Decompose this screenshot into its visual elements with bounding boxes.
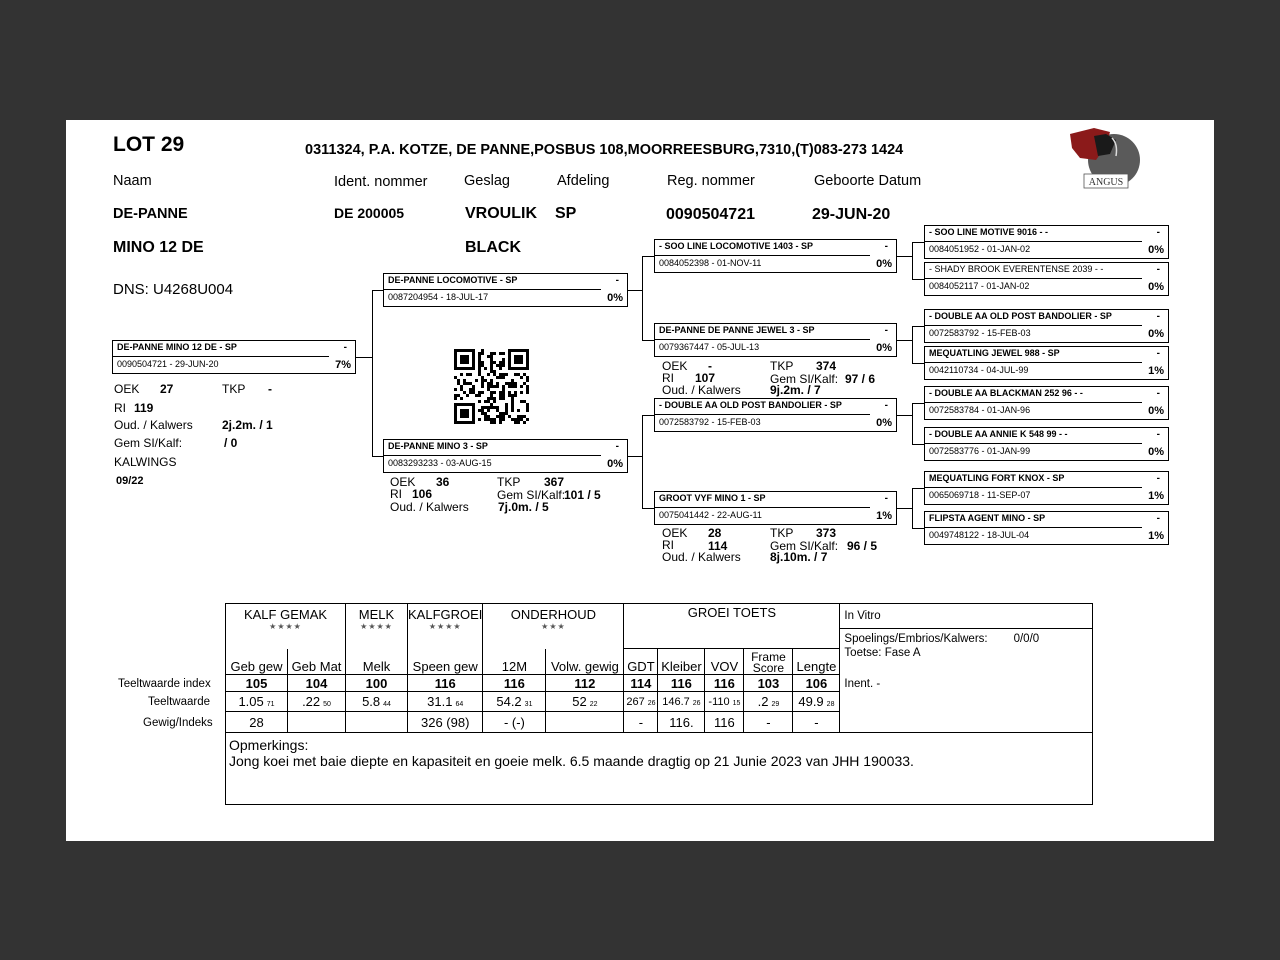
gewig-value: 116. [658, 712, 705, 733]
tw-accuracy: 28 [826, 701, 835, 708]
spoelings-label: Spoelings/Embrios/Kalwers: [844, 633, 988, 645]
group-onderhoud: ONDERHOUD ★★★ [483, 604, 624, 649]
box-dash: - [1156, 311, 1160, 322]
box-pct: 0% [876, 342, 892, 354]
stat-value: 101 / 5 [564, 488, 601, 502]
g1-box [924, 225, 1169, 259]
animal-birthdate: 29-JUN-20 [812, 206, 891, 223]
stat-value: 96 / 5 [847, 539, 878, 553]
box-name: - DOUBLE AA BLACKMAN 252 96 - - [929, 388, 1083, 398]
box-name: DE-PANNE LOCOMOTIVE - SP [388, 275, 518, 285]
stat-label: Oud. / Kalwers [390, 500, 469, 514]
gewig-value: - (-) [483, 712, 546, 733]
remarks-text: Jong koei met baie diepte en kapasiteit en goeie melk. 6.5 maande dragtig op 21 Junie 2023 van JHH 190033. [229, 753, 914, 769]
g4-box [924, 346, 1169, 380]
gewig-value: 116 [705, 712, 744, 733]
col-geb-gew: Geb gew [226, 649, 288, 675]
col-12m: 12M [483, 649, 546, 675]
box-name: DE-PANNE DE PANNE JEWEL 3 - SP [659, 325, 815, 335]
remarks-label: Opmerkings: [229, 737, 309, 753]
box-dash: - [884, 493, 888, 504]
index-value: 116 [408, 675, 483, 692]
index-value: 116 [483, 675, 546, 692]
box-pct: 0% [876, 258, 892, 270]
g6-box [924, 427, 1169, 461]
tw-value [288, 692, 346, 712]
spoelings-value: 0/0/0 [1013, 633, 1040, 645]
stat-label: Gem SI/Kalf: [497, 488, 566, 502]
stat-label: Oud. / Kalwers [114, 418, 193, 432]
box-name: MEQUATLING JEWEL 988 - SP [929, 348, 1060, 358]
tw-main: -110 [708, 695, 730, 708]
stat-label: TKP [222, 382, 246, 396]
tw-accuracy: 64 [455, 701, 464, 708]
index-value: 100 [346, 675, 408, 692]
stat-label: TKP [770, 526, 794, 540]
dam-box [383, 439, 628, 473]
tw-value [744, 692, 793, 712]
box-pct: 0% [607, 458, 623, 470]
box-name: GROOT VYF MINO 1 - SP [659, 493, 766, 503]
index-value: 103 [744, 675, 793, 692]
stat-value: 374 [816, 359, 837, 373]
dns-code: DNS: U4268U004 [113, 281, 234, 298]
tw-value [658, 692, 705, 712]
animal-name-2: MINO 12 DE [113, 239, 204, 256]
stat-value: 373 [816, 526, 837, 540]
right-info-panel [840, 604, 1093, 733]
box-dash: - [615, 441, 619, 452]
stat-value: 106 [412, 487, 433, 501]
stat-value: 28 [708, 526, 722, 540]
box-dash: - [884, 400, 888, 411]
stat-value: 114 [708, 539, 728, 553]
index-value: 112 [546, 675, 624, 692]
stat-value: 9j.2m. / 7 [770, 383, 821, 397]
group-kalfgroei: KALFGROEI ★★★★ [408, 604, 483, 649]
g5-box [924, 386, 1169, 420]
tw-value [483, 692, 546, 712]
tw-main: 1.05 [238, 694, 264, 709]
g8-box [924, 511, 1169, 545]
animal-sex: VROULIK [465, 205, 537, 222]
box-pct: 1% [876, 510, 892, 522]
g3-box [924, 309, 1169, 343]
qr-code [454, 349, 532, 425]
row-label-gewig: Gewig/Indeks [143, 717, 213, 729]
box-name: FLIPSTA AGENT MINO - SP [929, 513, 1046, 523]
group-melk: MELK ★★★★ [346, 604, 408, 649]
remarks-cell [226, 733, 1093, 805]
box-dash: - [1156, 473, 1160, 484]
tw-value [793, 692, 840, 712]
box-pct: 0% [1148, 244, 1164, 256]
box-dash: - [1156, 264, 1160, 275]
label-geboorte: Geboorte Datum [814, 173, 922, 189]
inent: Inent. - [844, 678, 881, 690]
col-frame-score: Frame Score [744, 649, 793, 675]
index-value: 104 [288, 675, 346, 692]
angus-logo [1066, 124, 1142, 194]
stat-label: TKP [770, 359, 794, 373]
box-name: MEQUATLING FORT KNOX - SP [929, 473, 1065, 483]
animal-name-1: DE-PANNE [113, 206, 188, 222]
gewig-value: 326 (98) [408, 712, 483, 733]
col-gdt: GDT [624, 649, 658, 675]
index-value: 105 [226, 675, 288, 692]
stat-label: Oud. / Kalwers [662, 383, 741, 397]
stat-label: Oud. / Kalwers [662, 550, 741, 564]
stat-label: OEK [662, 359, 688, 373]
box-pct: 1% [1148, 365, 1164, 377]
animal-ident: DE 200005 [334, 205, 405, 221]
box-dash: - [615, 275, 619, 286]
tw-accuracy: 29 [771, 701, 780, 708]
star-rating: ★★★ [541, 622, 566, 631]
sire-box [383, 273, 628, 307]
lot-card [66, 120, 1214, 841]
box-reg: 0072583792 - 15-FEB-03 [929, 328, 1031, 338]
box-reg: 0084052117 - 01-JAN-02 [929, 281, 1030, 291]
star-rating: ★★★★ [269, 622, 302, 631]
stat-value: 7j.0m. / 5 [498, 500, 549, 514]
box-pct: 1% [1148, 490, 1164, 502]
box-pct: 0% [1148, 446, 1164, 458]
tw-value [546, 692, 624, 712]
label-ident: Ident. nommer [334, 174, 428, 190]
tw-main: .2 [757, 694, 769, 709]
box-reg: 0079367447 - 05-JUL-13 [659, 342, 760, 352]
kalwings-value: 09/22 [116, 475, 144, 487]
gewig-value: - [624, 712, 658, 733]
box-reg: 0072583792 - 15-FEB-03 [659, 417, 761, 427]
box-reg: 0087204954 - 18-JUL-17 [388, 292, 489, 302]
ds-box [654, 398, 897, 432]
g2-box [924, 262, 1169, 296]
star-rating: ★★★★ [428, 622, 462, 631]
sd-box [654, 323, 897, 357]
label-afdeling: Afdeling [557, 173, 610, 189]
tw-accuracy: 44 [383, 701, 391, 708]
box-name: - SOO LINE MOTIVE 9016 - - [929, 227, 1049, 237]
col-lengte: Lengte [793, 649, 840, 675]
gewig-value: - [793, 712, 840, 733]
tw-value [226, 692, 288, 712]
box-reg: 0075041442 - 22-AUG-11 [659, 510, 762, 520]
box-pct: 0% [607, 292, 623, 304]
box-reg: 0072583784 - 01-JAN-96 [929, 405, 1031, 415]
box-dash: - [1156, 348, 1160, 359]
stat-value: - [268, 382, 272, 396]
col-melk: Melk [346, 649, 408, 675]
tw-value [408, 692, 483, 712]
box-name: - DOUBLE AA ANNIE K 548 99 - - [929, 429, 1068, 439]
box-reg: 0090504721 - 29-JUN-20 [117, 359, 219, 369]
tw-main: 49.9 [798, 694, 824, 709]
gewig-value [346, 712, 408, 733]
g7-box [924, 471, 1169, 505]
lot-number: LOT 29 [113, 133, 185, 156]
box-pct: 0% [876, 417, 892, 429]
row-label-tw: Teeltwaarde [148, 696, 211, 708]
tw-main: 54.2 [496, 694, 522, 709]
stat-label: Gem SI/Kalf: [114, 436, 183, 450]
kalwings-label: KALWINGS [114, 455, 177, 469]
box-pct: 1% [1148, 530, 1164, 542]
tw-accuracy: 26 [692, 699, 701, 707]
box-name: DE-PANNE MINO 3 - SP [388, 441, 488, 451]
box-name: - DOUBLE AA OLD POST BANDOLIER - SP [659, 400, 842, 410]
tw-accuracy: 31 [524, 701, 533, 708]
index-value: 116 [658, 675, 705, 692]
box-name: - DOUBLE AA OLD POST BANDOLIER - SP [929, 311, 1112, 321]
stat-label: TKP [497, 475, 521, 489]
box-pct: 0% [1148, 405, 1164, 417]
tw-accuracy: 26 [647, 699, 656, 707]
tw-main: 31.1 [427, 694, 453, 709]
stat-label: RI [662, 538, 674, 552]
box-reg: 0042110734 - 04-JUL-99 [929, 365, 1029, 375]
box-reg: 0083293233 - 03-AUG-15 [388, 458, 492, 468]
stat-label: OEK [662, 526, 688, 540]
ss-box [654, 239, 897, 273]
box-dash: - [1156, 513, 1160, 524]
tw-value [346, 692, 408, 712]
stat-value: 97 / 6 [845, 372, 876, 386]
stat-value: 36 [436, 475, 450, 489]
stat-value: / 0 [224, 436, 238, 450]
box-name: DE-PANNE MINO 12 DE - SP [117, 342, 237, 352]
tw-main: 5.8 [362, 694, 381, 709]
breeding-values-table [225, 603, 1093, 805]
box-dash: - [884, 241, 888, 252]
index-value: 116 [705, 675, 744, 692]
tw-main: 267 [626, 695, 645, 708]
tw-value [705, 692, 744, 712]
stat-value: 107 [695, 371, 716, 385]
box-name: - SOO LINE LOCOMOTIVE 1403 - SP [659, 241, 814, 251]
tw-main: 52 [572, 694, 587, 709]
animal-section: SP [555, 205, 577, 222]
box-reg: 0049748122 - 18-JUL-04 [929, 530, 1030, 540]
stat-value: 2j.2m. / 1 [222, 418, 273, 432]
toetse: Toetse: Fase A [844, 647, 921, 659]
label-naam: Naam [113, 173, 152, 189]
box-dash: - [1156, 429, 1160, 440]
box-reg: 0065069718 - 11-SEP-07 [929, 490, 1031, 500]
tw-main: 146.7 [662, 695, 690, 708]
stat-value: 119 [134, 401, 154, 415]
col-speen-gew: Speen gew [408, 649, 483, 675]
stat-label: RI [662, 371, 674, 385]
box-reg: 0084052398 - 01-NOV-11 [659, 258, 762, 268]
col-vov: VOV [705, 649, 744, 675]
box-pct: 0% [1148, 328, 1164, 340]
stat-label: Gem SI/Kalf: [770, 372, 839, 386]
col-volw-gewig: Volw. gewig [546, 649, 624, 675]
gewig-value [288, 712, 346, 733]
tw-accuracy: 50 [323, 701, 331, 708]
tw-value [624, 692, 658, 712]
tw-accuracy: 22 [589, 701, 598, 708]
star-rating: ★★★★ [360, 622, 393, 631]
dd-box [654, 491, 897, 525]
gewig-value [546, 712, 624, 733]
stat-label: Gem SI/Kalf: [770, 539, 839, 553]
stat-label: RI [390, 487, 402, 501]
index-value: 114 [624, 675, 658, 692]
box-dash: - [884, 325, 888, 336]
tw-main: .22 [302, 694, 321, 709]
box-reg: 0072583776 - 01-JAN-99 [929, 446, 1031, 456]
box-reg: 0084051952 - 01-JAN-02 [929, 244, 1031, 254]
box-dash: - [1156, 227, 1160, 238]
label-geslag: Geslag [464, 173, 510, 189]
group-kalf-gemak: KALF GEMAK ★★★★ [226, 604, 346, 649]
box-dash: - [343, 342, 347, 353]
animal-colour: BLACK [465, 239, 521, 256]
box-dash: - [1156, 388, 1160, 399]
stat-label: RI [114, 401, 126, 415]
in-vitro-label: In Vitro [840, 604, 1092, 629]
gewig-value: - [744, 712, 793, 733]
gewig-value: 28 [226, 712, 288, 733]
index-value: 106 [793, 675, 840, 692]
group-groei-toets: GROEI TOETS [624, 604, 840, 649]
tw-accuracy: 71 [266, 701, 275, 708]
label-reg: Reg. nommer [667, 173, 755, 189]
col-geb-mat: Geb Mat [288, 649, 346, 675]
stat-label: OEK [390, 475, 416, 489]
stat-value: 367 [544, 475, 565, 489]
animal-reg: 0090504721 [666, 206, 755, 223]
subject-box [112, 340, 356, 374]
stat-value: 27 [160, 382, 174, 396]
stat-label: OEK [114, 382, 140, 396]
tw-accuracy: 15 [732, 699, 741, 707]
stat-value: - [708, 359, 712, 373]
svg-text:ANGUS: ANGUS [1088, 177, 1124, 188]
col-kleiber: Kleiber [658, 649, 705, 675]
box-pct: 7% [335, 359, 351, 371]
stat-value: 8j.10m. / 7 [770, 550, 828, 564]
row-label-index: Teeltwaarde index [118, 678, 211, 690]
breeder-info: 0311324, P.A. KOTZE, DE PANNE,POSBUS 108,MOORREESBURG,7310,(T)083-273 1424 [305, 142, 904, 158]
box-pct: 0% [1148, 281, 1164, 293]
box-name: - SHADY BROOK EVERENTENSE 2039 - - [929, 264, 1104, 274]
